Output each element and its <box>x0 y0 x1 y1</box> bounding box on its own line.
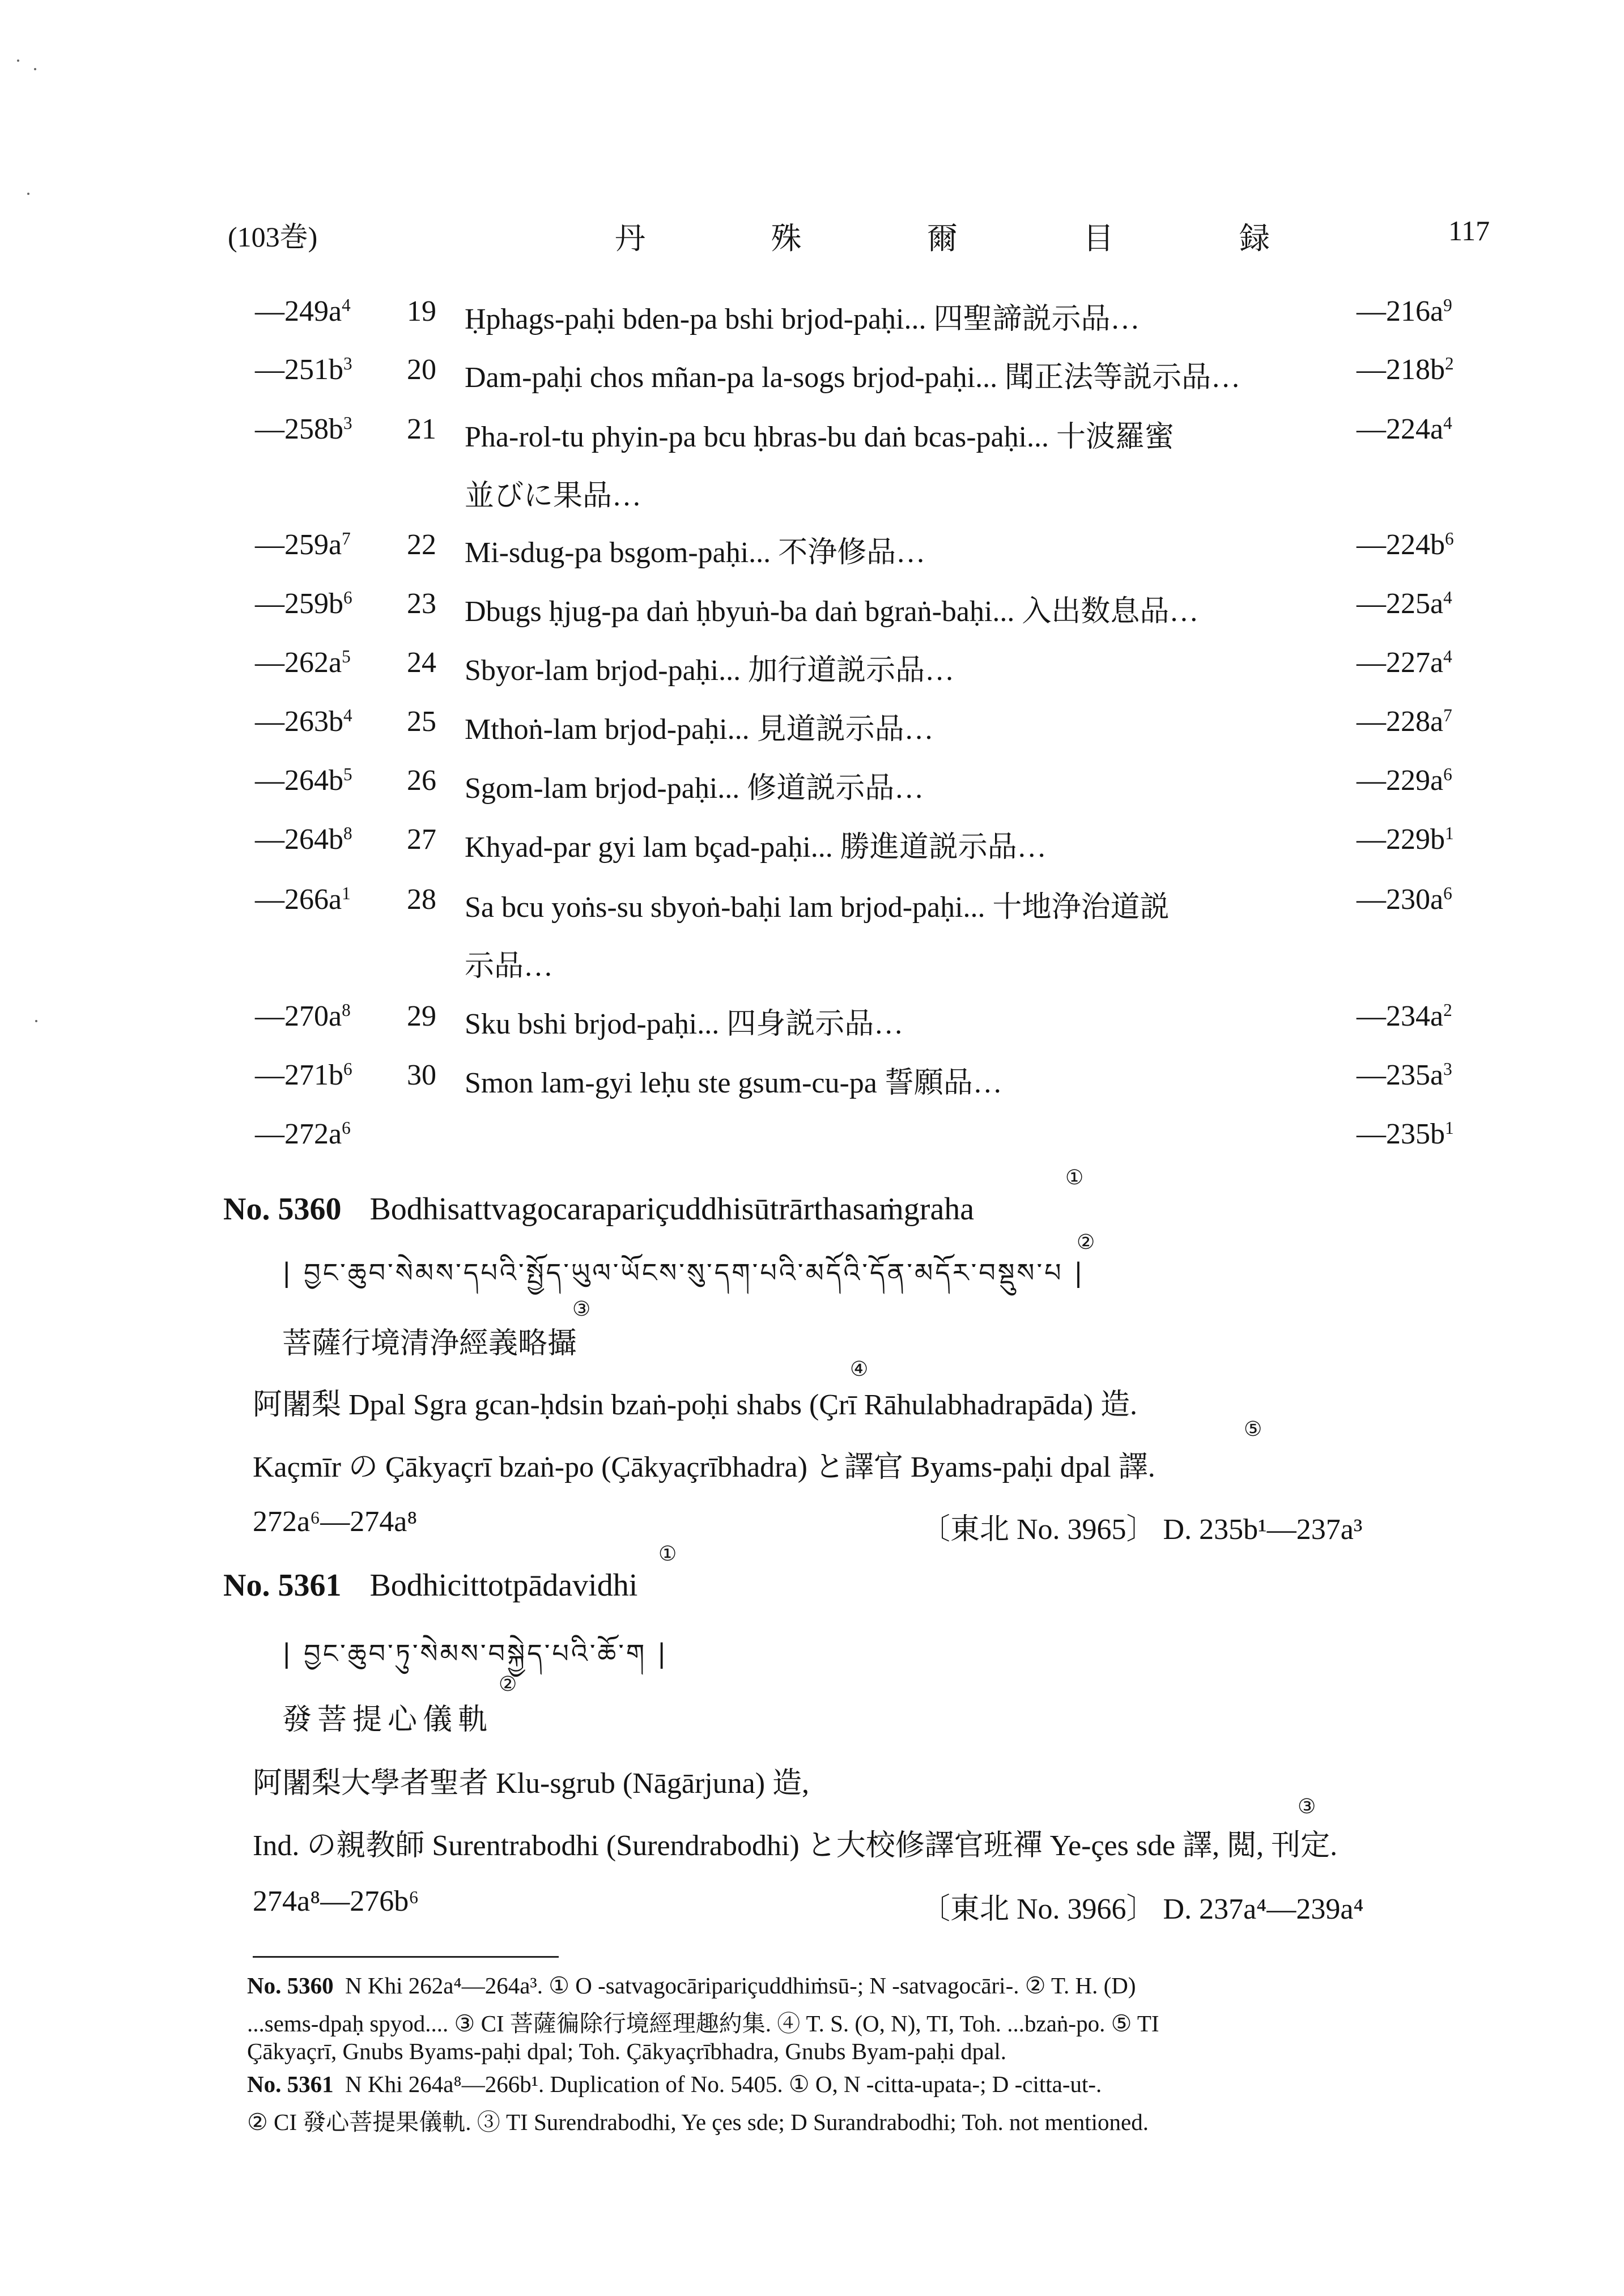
chapter-title: Mthoṅ-lam brjod-paḥi... 見道説示品… <box>465 713 934 746</box>
chapter-number: 29 <box>407 1000 436 1032</box>
catalog-reference: 〔東北 No. 3965〕 D. 235b¹—237a³ <box>921 1513 1363 1546</box>
chinese-title: 菩薩行境清浄經義略攝 <box>282 1328 577 1360</box>
chapter-row <box>0 413 1624 475</box>
chapter-row <box>0 1058 1624 1121</box>
chapter-row <box>0 646 1624 708</box>
scan-speck <box>34 68 36 70</box>
chapter-number: 27 <box>407 823 436 856</box>
chapter-number: 25 <box>407 705 436 738</box>
sanskrit-title: Bodhisattvagocarapariçuddhisūtrārthasaṁgraha <box>369 1192 975 1227</box>
folio-range: 272a⁶—274a⁸ <box>253 1506 418 1538</box>
end-folio: $—235a^3$ <box>1357 1058 1452 1091</box>
footnote-line: ② CI 發心菩提果儀軌. ③ TI Surendrabodhi, Ye çes sde; D Surandrabodhi; Toh. not mentioned. <box>247 2109 1149 2135</box>
chapter-title: Smon lam-gyi leḥu ste gsum-cu-pa 誓願品… <box>465 1067 1002 1099</box>
chapter-number: 21 <box>407 413 436 445</box>
start-folio: $—264b^5$ <box>255 764 352 797</box>
chapter-number: 19 <box>407 295 436 328</box>
footnote-marker: ⑤ <box>1244 1418 1262 1441</box>
chapter-row <box>0 823 1624 885</box>
footnote-line <box>247 2070 1102 2098</box>
start-folio: $—263b^4$ <box>255 705 352 738</box>
footnote-line: Çākyaçrī, Gnubs Byams-paḥi dpal; Toh. Çākyaçrībhadra, Gnubs Byam-paḥi dpal. <box>247 2038 1006 2064</box>
footnote-marker: ① <box>658 1542 677 1566</box>
chapter-title: Sku bshi brjod-paḥi... 四身説示品… <box>465 1008 904 1040</box>
chapter-row <box>0 1000 1624 1062</box>
footnote-rule <box>253 1956 559 1958</box>
sanskrit-title: Bodhicittotpādavidhi <box>369 1568 638 1603</box>
footnote-label: No. 5360 <box>247 1972 334 1999</box>
start-folio: $—249a^4$ <box>255 295 351 328</box>
start-folio: $—270a^8$ <box>255 1000 351 1032</box>
scan-speck <box>27 193 29 195</box>
footnote-marker: ② <box>499 1673 517 1696</box>
start-folio: $—264b^8$ <box>255 823 352 856</box>
author-line: 阿闍梨大學者聖者 Klu-sgrub (Nāgārjuna) 造, <box>253 1767 810 1800</box>
start-folio: $—259a^7$ <box>255 528 351 561</box>
footnote-label: No. 5361 <box>247 2071 334 2097</box>
chapter-number: 22 <box>407 529 436 561</box>
chapter-row <box>0 883 1624 945</box>
footnote-text: N Khi 264a⁸—266b¹. Duplication of No. 5405. ① O, N -citta-upata-; D -citta-ut-. <box>345 2071 1102 2097</box>
footnote-line <box>247 1972 1136 1999</box>
chapter-title: Dam-paḥi chos mñan-pa la-sogs brjod-paḥi... 聞正法等説示品… <box>465 362 1241 394</box>
entry-number: No. 5361 <box>223 1568 342 1603</box>
chapter-title-continuation: 示品… <box>465 950 554 983</box>
chapter-title: Mi-sdug-pa bsgom-paḥi... 不浄修品… <box>465 537 926 569</box>
chapter-row <box>0 528 1624 590</box>
chapter-row <box>0 705 1624 767</box>
chapter-number: 24 <box>407 647 436 679</box>
chapter-number: 26 <box>407 764 436 797</box>
start-folio: $—259b^6$ <box>255 587 352 620</box>
entry-heading <box>223 1191 974 1227</box>
footnote-marker: ③ <box>1298 1795 1316 1818</box>
chapter-title: Dbugs ḥjug-pa daṅ ḥbyuṅ-ba daṅ bgraṅ-baḥi... 入出数息品… <box>465 596 1199 628</box>
catalog-reference: 〔東北 No. 3966〕 D. 237a⁴—239a⁴ <box>921 1893 1364 1925</box>
chapter-row <box>0 295 1624 357</box>
chapter-row <box>0 764 1624 826</box>
end-folio: $—224b^6$ <box>1357 528 1454 561</box>
end-folio: $—230a^6$ <box>1357 883 1452 916</box>
chapter-title: Pha-rol-tu phyin-pa bcu ḥbras-bu daṅ bcas-paḥi... 十波羅蜜 <box>465 421 1175 453</box>
page-title: 丹 殊 爾 目 録 <box>615 222 1329 256</box>
footnote-marker: ② <box>1077 1231 1095 1254</box>
end-folio: $—218b^2$ <box>1357 353 1454 386</box>
start-folio: $—266a^1$ <box>255 883 351 916</box>
end-folio: $—225a^4$ <box>1357 587 1452 620</box>
entry-heading <box>223 1567 637 1604</box>
footnote-marker: ④ <box>850 1358 869 1381</box>
chapter-row <box>0 587 1624 649</box>
chapter-title: Sbyor-lam brjod-paḥi... 加行道説示品… <box>465 654 955 687</box>
start-folio: $—262a^5$ <box>255 646 351 679</box>
end-folio: $—227a^4$ <box>1357 646 1452 679</box>
chinese-title: 發菩提心儀軌 <box>282 1704 494 1736</box>
chapter-title: Ḥphags-paḥi bden-pa bshi brjod-paḥi... 四聖諦説示品… <box>465 303 1140 335</box>
footnote-text: N Khi 262a⁴—264a³. ① O -satvagocāripariçuddhiṁsū-; N -satvagocāri-. ② T. H. (D) <box>345 1972 1136 1999</box>
end-folio: $—235b^1$ <box>1357 1117 1454 1150</box>
tibetan-title: | བྱང་ཆུབ་སེམས་དཔའི་སྤྱོད་ཡུལ་ཡོངས་སུ་དག་པའི་མདོའི་དོན་མདོར་བསྡུས་པ | <box>282 1257 1085 1288</box>
start-folio: $—272a^6$ <box>255 1117 351 1150</box>
end-folio: $—229b^1$ <box>1357 823 1454 856</box>
start-folio: $—271b^6$ <box>255 1058 352 1091</box>
chapter-number: 30 <box>407 1059 436 1091</box>
chapter-row <box>0 1117 1624 1180</box>
start-folio: $—258b^3$ <box>255 413 352 445</box>
end-folio: $—224a^4$ <box>1357 413 1452 445</box>
folio-range: 274a⁸—276b⁶ <box>253 1885 419 1917</box>
footnote-line: ...sems-dpaḥ spyod.... ③ CI 菩薩徧除行境經理趣約集. ④ T. S. (O, N), TI, Toh. ...bzaṅ-po. ⑤ TI <box>247 2010 1159 2036</box>
chapter-title: Sa bcu yoṅs-su sbyoṅ-baḥi lam brjod-paḥi... 十地浄治道説 <box>465 891 1170 924</box>
chapter-title: Sgom-lam brjod-paḥi... 修道説示品… <box>465 772 924 805</box>
chapter-number: 20 <box>407 354 436 386</box>
translator-line: Kaçmīr の Çākyaçrī bzaṅ-po (Çākyaçrībhadra) と譯官 Byams-paḥi dpal 譯. <box>253 1451 1155 1483</box>
entry-number: No. 5360 <box>223 1192 342 1227</box>
footnote-marker: ③ <box>572 1298 591 1321</box>
tibetan-title: | བྱང་ཆུབ་ཏུ་སེམས་བསྐྱེད་པའི་ཆོ་ག | <box>282 1638 669 1669</box>
chapter-number: 23 <box>407 588 436 620</box>
chapter-title: Khyad-par gyi lam bçad-paḥi... 勝進道説示品… <box>465 831 1047 864</box>
footnote-marker: ① <box>1065 1166 1084 1189</box>
end-folio: $—234a^2$ <box>1357 1000 1452 1032</box>
end-folio: $—229a^6$ <box>1357 764 1452 797</box>
translator-line: Ind. の親教師 Surentrabodhi (Surendrabodhi) と大校修譯官班禪 Ye-çes sde 譯, 閲, 刊定. <box>253 1830 1338 1862</box>
end-folio: $—216a^9$ <box>1357 295 1452 328</box>
chapter-row <box>0 353 1624 415</box>
scan-speck <box>35 1020 37 1022</box>
page-number: 117 <box>1448 215 1490 246</box>
chapter-number: 28 <box>407 883 436 916</box>
chapter-title-continuation: 並びに果品… <box>465 480 642 512</box>
start-folio: $—251b^3$ <box>255 353 352 386</box>
end-folio: $—228a^7$ <box>1357 705 1452 738</box>
volume-label: (103巻) <box>228 221 318 253</box>
scan-speck <box>17 59 19 62</box>
author-line: 阿闍梨 Dpal Sgra gcan-ḥdsin bzaṅ-poḥi shabs (Çrī Rāhulabhadrapāda) 造. <box>253 1389 1138 1421</box>
